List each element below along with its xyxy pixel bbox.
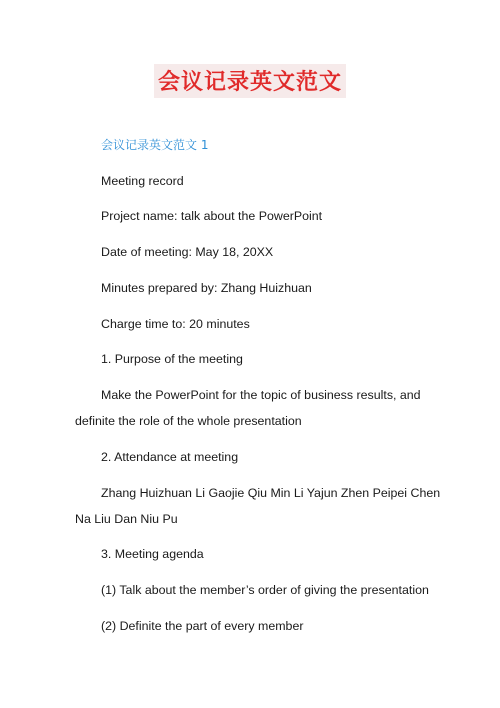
- heading-purpose: 1. Purpose of the meeting: [101, 352, 243, 366]
- paragraph-attendees-line-1: Zhang Huizhuan Li Gaojie Qiu Min Li Yajun Zhen Peipei Chen: [101, 486, 441, 500]
- agenda-item-2: (2) Definite the part of every member: [101, 619, 304, 633]
- paragraph-purpose-line-1: Make the PowerPoint for the topic of business results, and: [101, 388, 421, 402]
- agenda-item-1: (1) Talk about the member’s order of giving the presentation: [101, 583, 429, 597]
- paragraph-meeting-record: Meeting record: [101, 174, 184, 188]
- paragraph-charge-time: Charge time to: 20 minutes: [101, 317, 250, 331]
- document-title: 会议记录英文范文: [154, 64, 346, 98]
- paragraph-date-of-meeting: Date of meeting: May 18, 20XX: [101, 245, 274, 259]
- title-container: [0, 64, 500, 98]
- paragraph-project-name: Project name: talk about the PowerPoint: [101, 209, 323, 223]
- paragraph-attendees-line-2: Na Liu Dan Niu Pu: [75, 512, 178, 526]
- paragraph-purpose-line-2: definite the role of the whole presentation: [75, 414, 302, 428]
- heading-agenda: 3. Meeting agenda: [101, 547, 204, 561]
- paragraph-minutes-prepared-by: Minutes prepared by: Zhang Huizhuan: [101, 281, 312, 295]
- section-subtitle: 会议记录英文范文 1: [101, 138, 209, 152]
- heading-attendance: 2. Attendance at meeting: [101, 450, 239, 464]
